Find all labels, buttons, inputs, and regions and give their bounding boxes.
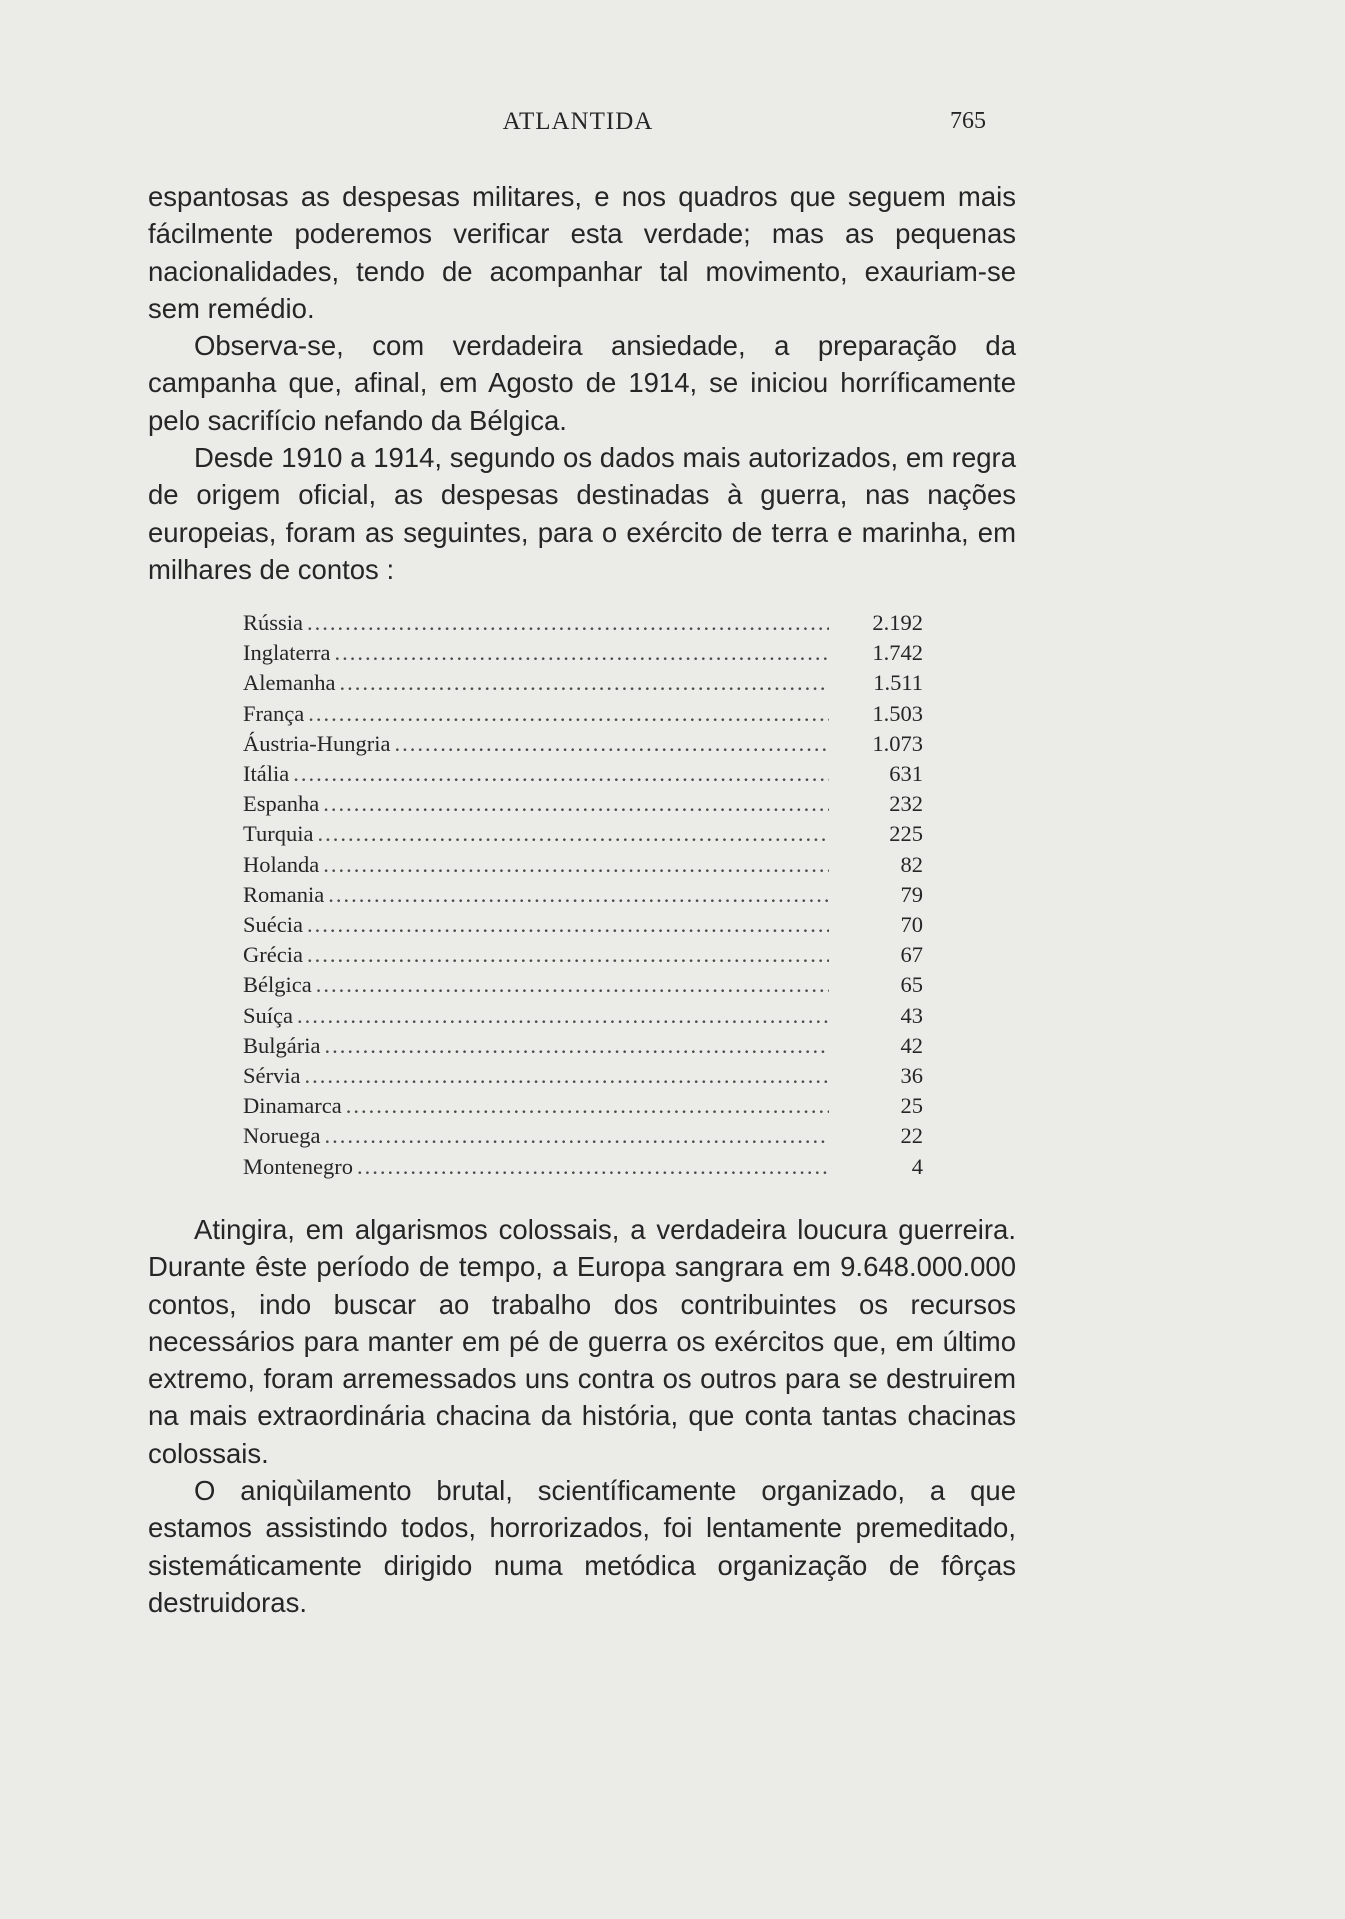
spending-value: 232 [889, 791, 923, 817]
dot-leader [293, 759, 829, 789]
country-name: Suíça [243, 1002, 293, 1028]
spending-value: 82 [900, 851, 923, 877]
table-row [243, 1121, 923, 1151]
dot-leader [323, 789, 829, 819]
table-row [243, 789, 923, 819]
country-name: Bélgica [243, 972, 312, 998]
country-name: Grécia [243, 942, 303, 968]
paragraph: O aniqùilamento brutal, scientíficamente organizado, a que estamos assistindo todos, horrorizados, foi lentamente premeditado, sistemáticamente dirigido numa metódica organização de fôrças destruidoras. [148, 1475, 1016, 1618]
country-name: Áustria-Hungria [243, 730, 391, 756]
spending-value: 631 [889, 761, 923, 787]
dot-leader [307, 910, 829, 940]
table-row [243, 608, 923, 638]
spending-value: 79 [900, 881, 923, 907]
country-name: Inglaterra [243, 640, 331, 666]
table-row [243, 819, 923, 849]
dot-leader [394, 729, 829, 759]
country-name: França [243, 700, 305, 726]
dot-leader [307, 940, 829, 970]
spending-value: 1.742 [872, 640, 923, 666]
table-row [243, 1061, 923, 1091]
spending-value: 1.511 [873, 670, 923, 696]
military-spending-table [243, 608, 923, 1182]
dot-leader [339, 668, 829, 698]
country-name: Itália [243, 761, 290, 787]
country-name: Dinamarca [243, 1093, 342, 1119]
spending-value: 65 [900, 972, 923, 998]
table-row [243, 1001, 923, 1031]
spending-value: 225 [889, 821, 923, 847]
spending-value: 1.073 [872, 730, 923, 756]
dot-leader [304, 1061, 829, 1091]
dot-leader [357, 1152, 829, 1182]
country-name: Suécia [243, 912, 303, 938]
table-row [243, 1091, 923, 1121]
table-row [243, 759, 923, 789]
spending-value: 43 [900, 1002, 923, 1028]
table-row [243, 668, 923, 698]
spending-value: 42 [900, 1032, 923, 1058]
dot-leader [316, 970, 829, 1000]
dot-leader [323, 850, 829, 880]
body-text-top [148, 178, 1016, 588]
dot-leader [317, 819, 829, 849]
dot-leader [297, 1001, 829, 1031]
dot-leader [334, 638, 829, 668]
country-name: Turquia [243, 821, 314, 847]
spending-value: 1.503 [872, 700, 923, 726]
table-row [243, 850, 923, 880]
country-name: Espanha [243, 791, 320, 817]
spending-value: 70 [900, 912, 923, 938]
dot-leader [308, 699, 829, 729]
page-number: 765 [950, 108, 986, 134]
body-text-bottom [148, 1211, 1016, 1621]
spending-value: 22 [900, 1123, 923, 1149]
spending-value: 4 [911, 1153, 923, 1179]
table-row [243, 880, 923, 910]
country-name: Montenegro [243, 1153, 353, 1179]
country-name: Noruega [243, 1123, 321, 1149]
page-header [148, 108, 1008, 148]
country-name: Rússia [243, 610, 304, 635]
table-row [243, 910, 923, 940]
paragraph-continuation: espantosas as despesas militares, e nos quadros que seguem mais fácilmente poderemos verificar esta verdade; mas as pequenas nacionalidades, tendo de acompanhar tal movimento, exauriam-se sem remédio. [148, 181, 1016, 324]
paragraph: Observa-se, com verdadeira ansiedade, a preparação da campanha que, afinal, em Agosto de 1914, se iniciou horríficamente pelo sacrifício nefando da Bélgica. [148, 330, 1016, 436]
table-row [243, 1031, 923, 1061]
paragraph: Desde 1910 a 1914, segundo os dados mais autorizados, em regra de origem oficial, as despesas destinadas à guerra, nas nações europeias, foram as seguintes, para o exército de terra e marinha, em milhares de contos : [148, 442, 1016, 585]
running-title: ATLANTIDA [502, 108, 654, 135]
table-row [243, 1152, 923, 1182]
dot-leader [324, 1031, 829, 1061]
spending-value: 36 [900, 1063, 923, 1089]
table-row [243, 940, 923, 970]
country-name: Romania [243, 881, 325, 907]
dot-leader [324, 1121, 829, 1151]
country-name: Sérvia [243, 1063, 301, 1089]
table-row [243, 970, 923, 1000]
country-name: Holanda [243, 851, 320, 877]
table-row [243, 729, 923, 759]
spending-value: 25 [900, 1093, 923, 1119]
country-name: Alemanha [243, 670, 336, 696]
spending-value: 2.192 [872, 610, 923, 635]
table-row [243, 699, 923, 729]
dot-leader [307, 608, 829, 638]
spending-value: 67 [900, 942, 923, 968]
dot-leader [346, 1091, 829, 1121]
paragraph: Atingira, em algarismos colossais, a verdadeira loucura guerreira. Durante êste período de tempo, a Europa sangrara em 9.648.000.000 contos, indo buscar ao trabalho dos contribuintes os recursos necessários para manter em pé de guerra os exércitos que, em último extremo, foram arremessados uns contra os outros para se destruirem na mais extraordinária chacina da história, que conta tantas chacinas colossais. [148, 1214, 1016, 1469]
country-name: Bulgária [243, 1032, 321, 1058]
dot-leader [328, 880, 829, 910]
table-row [243, 638, 923, 668]
